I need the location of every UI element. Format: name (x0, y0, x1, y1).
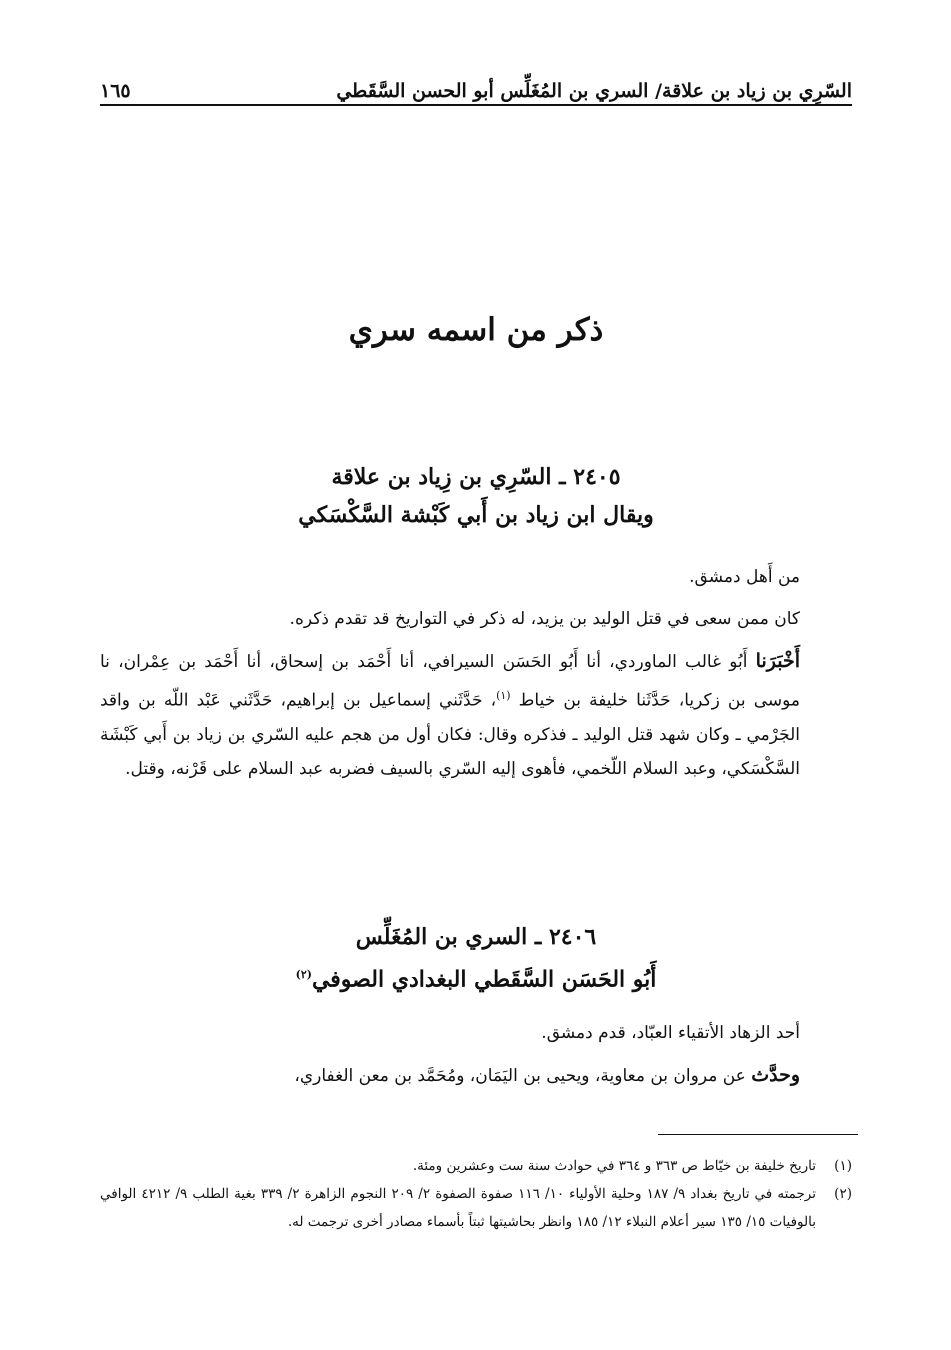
running-header (100, 72, 852, 102)
entry-2405-title: ٢٤٠٥ ـ السّرِي بن زِياد بن علاقة (331, 464, 621, 490)
header-title: السّرِي بن زياد بن علاقة/ السري بن المُغَلِّس أبو الحسن السَّقَطي (336, 80, 852, 102)
entry-2406-description: أحد الزهاد الأتقياء العبّاد، قدم دمشق. (541, 1023, 800, 1043)
footnote-1-number: (١) (834, 1158, 852, 1174)
narration-part-b: ، حَدَّثَني إسماعيل بن إبراهيم، حَدَّثَني عَبْد اللّه بن واقد الجَرْمي ـ وكان شهد قتل الوليد ـ فذكره وقال: فكان أول من هجم عليه السّري بن زياد بن أَبي كَبْشَة السَّكْسَكي، وعبد السلام اللّخمي، فأهوى إليه السّري بالسيف فضربه عبد السلام على قَرْنه، وقتل. (100, 690, 800, 779)
entry-2405-narration (100, 644, 800, 786)
entry-2405-origin: من أَهل دمشق. (689, 567, 800, 587)
section-title: ذكر من اسمه سري (348, 312, 604, 348)
footnote-2-number: (٢) (834, 1186, 852, 1202)
haddatha-lead: وحدَّث (751, 1064, 800, 1086)
footnote-1 (100, 1152, 852, 1180)
akhbarana-lead: أَخْبَرَنا (755, 650, 800, 672)
entry-2406-narration-text: عن مروان بن معاوية، ويحيى بن اليَمَان، ومُحَمَّد بن معن الغفاري، (294, 1066, 752, 1086)
footnote-ref-2: (٢) (295, 968, 312, 981)
footnotes (100, 1152, 852, 1236)
footnote-2-text: ترجمته في تاريخ بغداد ٩/ ١٨٧ وحلية الأولياء ١٠/ ١١٦ صفوة الصفوة ٢/ ٢٠٩ النجوم الزاهرة ٢/ ٣٣٩ بغية الطلب ٩/ ٤٢١٢ الوافي بالوفيات ١٥/ ١٣٥ سير أعلام النبلاء ١٢/ ١٨٥ وانظر بحاشيتها ثبتاً بأسماء مصادر أخرى ترجمت له. (100, 1186, 816, 1230)
page-number: ١٦٥ (100, 80, 131, 102)
entry-2405-subtitle: ويقال ابن زياد بن أَبي كَبْشة السَّكْسَكي (298, 502, 654, 528)
entry-2405-body (100, 560, 800, 794)
header-rule (100, 104, 852, 106)
entry-2405-heading (100, 458, 852, 534)
entry-2405-note: كان ممن سعى في قتل الوليد بن يزيد، له ذكر في التواريخ قد تقدم ذكره. (289, 609, 800, 629)
footnote-rule (658, 1134, 858, 1135)
entry-2406-title: ٢٤٠٦ ـ السري بن المُغَلِّس (355, 924, 597, 950)
footnote-1-text: تاريخ خليفة بن خيّاط ص ٣٦٣ و ٣٦٤ في حوادث سنة ست وعشرين ومئة. (412, 1158, 816, 1174)
entry-2406-subtitle-text: أَبُو الحَسَن السَّقَطي البغدادي الصوفي (311, 966, 657, 993)
entry-2406-body (100, 1016, 800, 1101)
entry-2406-heading (100, 918, 852, 998)
entry-2406-narration (100, 1058, 800, 1093)
footnote-2 (100, 1180, 852, 1236)
entry-2406-subtitle (100, 956, 852, 998)
footnote-ref-1: (١) (496, 689, 511, 702)
narration-part-a: أَبُو غالب الماوردي، أنا أَبُو الحَسَن السيرافي، أنا أَحْمَد بن إسحاق، أنا أَحْمَد بن عِمْران، نا موسى بن زكريا، حَدَّثَنا خليفة بن خياط (100, 652, 800, 711)
